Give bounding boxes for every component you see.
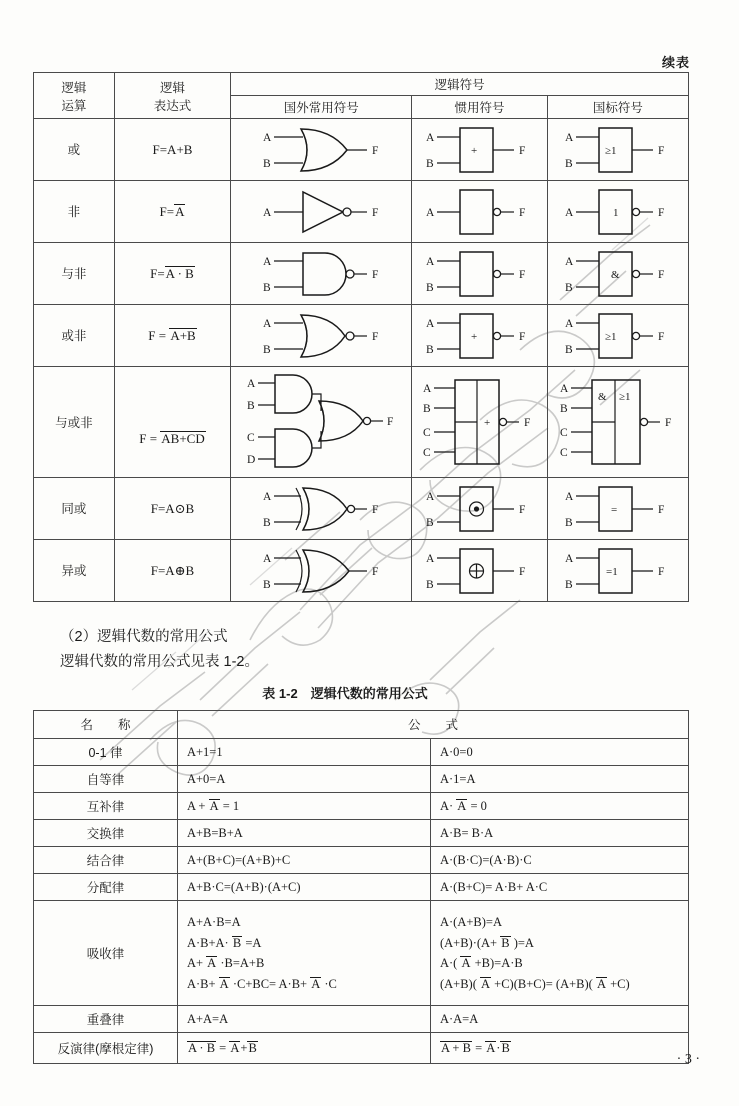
svg-text:+: + <box>471 330 478 343</box>
svg-text:A: A <box>559 383 569 395</box>
svg-text:F: F <box>519 503 526 516</box>
expr-nand: F=A · B <box>150 265 194 281</box>
cell-formula-left: A+(B+C)=(A+B)+C <box>177 847 430 874</box>
cell-national-symbol <box>547 367 688 478</box>
svg-text:+: + <box>484 417 491 429</box>
nand-box-icon <box>424 248 534 300</box>
table-row <box>34 739 689 766</box>
svg-text:A: A <box>426 317 435 330</box>
svg-text:=: = <box>610 503 618 516</box>
svg-text:C: C <box>423 447 432 459</box>
formula-complement-right: A· A = 0 <box>439 799 487 813</box>
xor-gate-icon <box>255 545 387 597</box>
svg-text:F: F <box>657 565 665 578</box>
header-national-symbol: 国标符号 <box>547 96 688 119</box>
header-foreign-symbol: 国外常用符号 <box>231 96 412 119</box>
svg-text:A: A <box>263 206 272 219</box>
svg-text:D: D <box>247 454 256 466</box>
cell-foreign-symbol <box>231 540 412 602</box>
cell-law-name: 重叠律 <box>34 1006 178 1033</box>
svg-text:A: A <box>263 490 272 503</box>
formula-header-row <box>34 711 689 739</box>
svg-text:F: F <box>657 330 665 343</box>
cell-foreign-symbol <box>231 367 412 478</box>
svg-text:C: C <box>559 447 568 459</box>
svg-text:+: + <box>471 144 478 157</box>
aoi-box-icon <box>421 376 537 468</box>
xnor-iec-icon <box>563 483 673 535</box>
cell-expression: F=A⊕B <box>114 540 230 602</box>
cell-operation: 或 <box>34 119 115 181</box>
header-operation-line2: 运算 <box>61 98 87 113</box>
svg-text:B: B <box>564 516 573 529</box>
svg-text:C: C <box>423 427 432 439</box>
cell-formula-right: A·(B+C)= A·B+ A·C <box>430 874 688 901</box>
cell-formula-right: A·0=0 <box>430 739 688 766</box>
table-row <box>34 243 689 305</box>
svg-text:A: A <box>247 378 256 390</box>
cell-formula-right <box>430 901 688 1006</box>
svg-text:F: F <box>519 206 526 219</box>
expr-not: F=A <box>159 203 185 219</box>
table-row <box>34 820 689 847</box>
svg-text:&: & <box>610 268 620 281</box>
cell-foreign-symbol <box>231 243 412 305</box>
svg-text:≥1: ≥1 <box>604 144 617 157</box>
expr-nor: F = A+B <box>148 327 196 343</box>
header-expression <box>114 73 230 119</box>
page-number: · 3 · <box>676 1052 700 1067</box>
table-row <box>34 119 689 181</box>
svg-text:F: F <box>372 503 379 516</box>
svg-text:A: A <box>263 317 272 330</box>
cell-formula-left <box>177 901 430 1006</box>
svg-text:A: A <box>263 131 272 144</box>
cell-formula-left: A+A=A <box>177 1006 430 1033</box>
cell-formula-right: A·(B·C)=(A·B)·C <box>430 847 688 874</box>
cell-expression: F=A⊙B <box>114 478 230 540</box>
cell-custom-symbol <box>412 540 547 602</box>
absorb-r2: (A+B)·(A+ B )=A <box>439 935 534 950</box>
cell-law-name: 反演律(摩根定律) <box>34 1033 178 1064</box>
table-row <box>34 305 689 367</box>
table-row <box>34 367 689 478</box>
svg-text:F: F <box>372 330 379 343</box>
svg-text:F: F <box>387 416 394 428</box>
cell-foreign-symbol <box>231 119 412 181</box>
or-box-icon <box>424 124 534 176</box>
cell-national-symbol <box>547 540 688 602</box>
formula-table <box>33 710 689 1064</box>
xor-box-icon <box>424 545 534 597</box>
table-row <box>34 847 689 874</box>
logic-symbols-table <box>33 72 689 602</box>
svg-text:B: B <box>426 281 435 294</box>
svg-text:A: A <box>564 552 574 565</box>
cell-operation: 同或 <box>34 478 115 540</box>
svg-text:F: F <box>657 206 665 219</box>
svg-text:B: B <box>564 578 573 591</box>
svg-text:B: B <box>263 157 271 170</box>
svg-text:&: & <box>597 391 607 403</box>
svg-text:1: 1 <box>612 206 619 219</box>
svg-text:≥1: ≥1 <box>618 391 631 403</box>
absorb-l3: A+ A ·B=A+B <box>186 956 265 970</box>
cell-formula-right <box>430 793 688 820</box>
svg-text:B: B <box>247 400 255 412</box>
svg-text:B: B <box>263 281 271 294</box>
svg-text:A: A <box>426 490 435 503</box>
cell-expression <box>114 367 230 478</box>
or-gate-icon <box>255 124 387 176</box>
cell-formula-left <box>177 793 430 820</box>
svg-text:A: A <box>426 206 435 219</box>
cell-formula-left: A+B·C=(A+B)·(A+C) <box>177 874 430 901</box>
cell-operation: 非 <box>34 181 115 243</box>
svg-text:B: B <box>564 281 573 294</box>
absorb-l1: A+A·B=A <box>186 915 241 929</box>
svg-text:A: A <box>564 206 574 219</box>
table-row <box>34 874 689 901</box>
svg-text:A: A <box>426 255 435 268</box>
cell-law-name: 结合律 <box>34 847 178 874</box>
svg-text:F: F <box>372 268 379 281</box>
svg-text:=1: =1 <box>605 565 618 578</box>
svg-text:F: F <box>657 144 665 157</box>
cell-custom-symbol <box>412 478 547 540</box>
cell-expression <box>114 243 230 305</box>
svg-text:A: A <box>426 552 435 565</box>
table-row <box>34 901 689 1006</box>
table-row <box>34 1006 689 1033</box>
not-iec-icon <box>563 186 673 238</box>
svg-text:A: A <box>564 317 574 330</box>
svg-text:A: A <box>426 131 435 144</box>
header-custom-symbol: 惯用符号 <box>412 96 547 119</box>
cell-law-name: 0-1 律 <box>34 739 178 766</box>
xnor-gate-icon <box>255 483 387 535</box>
nand-gate-icon <box>255 248 387 300</box>
svg-text:A: A <box>564 131 574 144</box>
cell-operation: 异或 <box>34 540 115 602</box>
svg-text:F: F <box>519 330 526 343</box>
formula-table-caption: 表 1-2 逻辑代数的常用公式 <box>262 686 428 701</box>
svg-text:B: B <box>263 578 271 591</box>
svg-text:B: B <box>263 343 271 356</box>
svg-text:A: A <box>564 490 574 503</box>
cell-custom-symbol <box>412 119 547 181</box>
cell-national-symbol <box>547 478 688 540</box>
cell-national-symbol <box>547 181 688 243</box>
table-row <box>34 766 689 793</box>
svg-text:A: A <box>423 383 432 395</box>
svg-text:F: F <box>372 206 379 219</box>
expr-aoi: F = AB+CD <box>139 431 205 446</box>
svg-text:C: C <box>247 432 255 444</box>
cell-law-name: 吸收律 <box>34 901 178 1006</box>
cell-custom-symbol <box>412 367 547 478</box>
table-header-row-1 <box>34 73 689 96</box>
header-formula: 公 式 <box>177 711 688 739</box>
nor-iec-icon <box>563 310 673 362</box>
formula-complement-left: A + A = 1 <box>186 799 240 813</box>
svg-text:B: B <box>559 403 568 415</box>
nand-iec-icon <box>563 248 673 300</box>
cell-formula-left: A+0=A <box>177 766 430 793</box>
cell-law-name: 自等律 <box>34 766 178 793</box>
xor-iec-icon <box>563 545 673 597</box>
section-heading: （2）逻辑代数的常用公式 <box>60 629 228 645</box>
table-row <box>34 793 689 820</box>
continued-table-label: 续表 <box>661 55 690 70</box>
svg-text:A: A <box>564 255 574 268</box>
svg-text:F: F <box>657 503 665 516</box>
header-logic-symbol-group: 逻辑符号 <box>231 73 689 96</box>
cell-law-name: 交换律 <box>34 820 178 847</box>
table-row <box>34 540 689 602</box>
section-body: 逻辑代数的常用公式见表 1-2。 <box>60 654 259 670</box>
nor-gate-icon <box>255 310 387 362</box>
svg-text:B: B <box>426 343 435 356</box>
header-operation-line1: 逻辑 <box>61 80 87 95</box>
svg-text:F: F <box>519 565 526 578</box>
absorb-r4: (A+B)( A +C)(B+C)= (A+B)( A +C) <box>439 976 630 991</box>
svg-text:B: B <box>426 516 435 529</box>
cell-custom-symbol <box>412 181 547 243</box>
or-iec-icon <box>563 124 673 176</box>
svg-text:B: B <box>263 516 271 529</box>
cell-foreign-symbol <box>231 181 412 243</box>
svg-text:F: F <box>524 417 531 429</box>
header-operation <box>34 73 115 119</box>
svg-text:B: B <box>564 157 573 170</box>
not-box-icon <box>424 186 534 238</box>
cell-operation: 与非 <box>34 243 115 305</box>
cell-national-symbol <box>547 305 688 367</box>
svg-text:F: F <box>372 144 379 157</box>
cell-formula-right: A·A=A <box>430 1006 688 1033</box>
cell-expression <box>114 181 230 243</box>
absorb-r1: A·(A+B)=A <box>439 915 502 929</box>
header-expression-line1: 逻辑 <box>159 80 185 95</box>
demorgan-right: A + B = A·B <box>440 1041 510 1055</box>
cell-formula-right: A·1=A <box>430 766 688 793</box>
cell-operation: 与或非 <box>34 367 115 478</box>
cell-expression <box>114 305 230 367</box>
cell-national-symbol <box>547 119 688 181</box>
cell-custom-symbol <box>412 305 547 367</box>
and-or-invert-gate-icon <box>245 371 397 473</box>
svg-text:A: A <box>263 552 272 565</box>
demorgan-left: A · B = A+B <box>187 1041 257 1055</box>
svg-text:F: F <box>664 417 672 429</box>
absorb-l2: A·B+A· B =A <box>186 935 262 950</box>
absorb-r3: A·( A +B)=A·B <box>439 956 523 970</box>
svg-text:F: F <box>372 565 379 578</box>
xnor-box-icon <box>424 483 534 535</box>
cell-formula-left: A+B=B+A <box>177 820 430 847</box>
cell-national-symbol <box>547 243 688 305</box>
cell-foreign-symbol <box>231 305 412 367</box>
cell-law-name: 互补律 <box>34 793 178 820</box>
cell-formula-left: A+1=1 <box>177 739 430 766</box>
cell-law-name: 分配律 <box>34 874 178 901</box>
svg-text:A: A <box>263 255 272 268</box>
nor-box-icon <box>424 310 534 362</box>
cell-expression: F=A+B <box>114 119 230 181</box>
svg-text:F: F <box>519 268 526 281</box>
table-row <box>34 478 689 540</box>
cell-operation: 或非 <box>34 305 115 367</box>
svg-text:C: C <box>559 427 568 439</box>
header-name: 名 称 <box>34 711 178 739</box>
svg-text:B: B <box>564 343 573 356</box>
absorb-l4: A·B+ A ·C+BC= A·B+ A ·C <box>186 976 337 991</box>
svg-text:F: F <box>519 144 526 157</box>
not-gate-icon <box>255 186 387 238</box>
svg-text:B: B <box>426 157 435 170</box>
svg-text:B: B <box>426 578 435 591</box>
svg-text:F: F <box>657 268 665 281</box>
table-row <box>34 181 689 243</box>
cell-formula-right: A·B= B·A <box>430 820 688 847</box>
svg-text:≥1: ≥1 <box>604 330 617 343</box>
cell-custom-symbol <box>412 243 547 305</box>
aoi-iec-icon <box>558 376 678 468</box>
svg-text:B: B <box>423 403 432 415</box>
cell-foreign-symbol <box>231 478 412 540</box>
header-expression-line2: 表达式 <box>153 98 192 113</box>
